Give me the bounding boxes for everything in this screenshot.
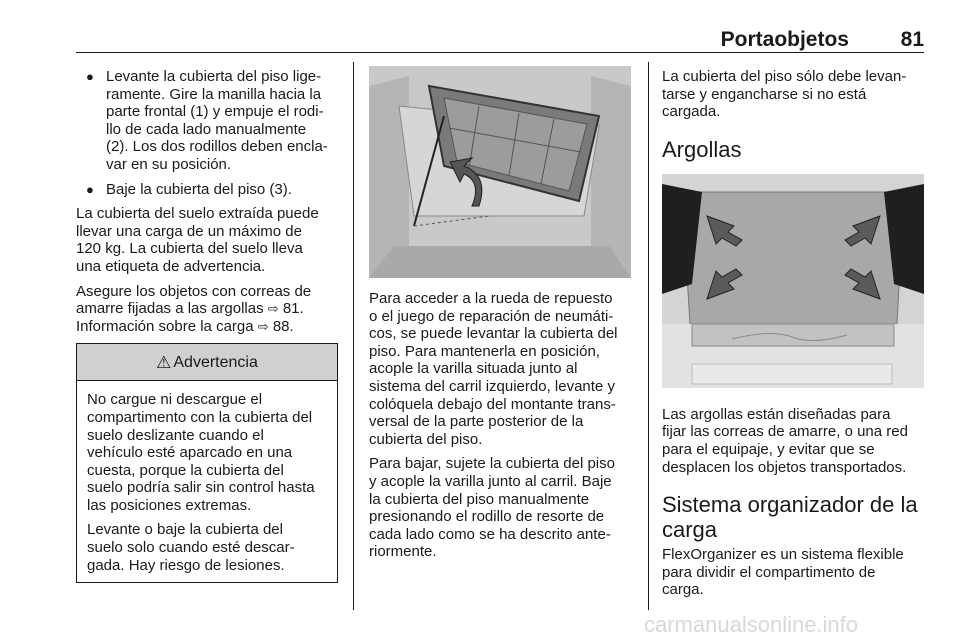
column-divider-2 <box>648 62 649 610</box>
page-header <box>76 28 924 52</box>
paragraph-flexorganizer: FlexOrganizer es un sistema flexible para dividir el compartimento de carga. <box>662 546 904 599</box>
bullet-item-1: ● Levante la cubierta del piso lige- ramente. Gire la manilla hacia la parte frontal (1) y empuje el rodi- llo de cada lado manualmente (2). Los dos rodillos deben encla- var en su posición. <box>76 68 338 174</box>
page-ref-link[interactable]: 81. <box>282 300 304 318</box>
warning-paragraph-2: Levante o baje la cubierta del suelo solo cuando esté descar- gada. Hay riesgo de lesiones. <box>87 521 295 574</box>
column-3 <box>662 68 924 606</box>
warning-body <box>77 381 337 582</box>
watermark: carmanualsonline.info <box>644 612 859 637</box>
header-rule <box>76 52 924 53</box>
page-ref-link[interactable]: 88. <box>272 317 294 335</box>
page-number: 81 <box>900 28 924 51</box>
warning-triangle-icon: ⚠ <box>156 352 172 372</box>
warning-title: Advertencia <box>173 353 258 371</box>
paragraph-lashing-eyes: Las argollas están diseñadas para fijar las correas de amarre, o una red para el equipaje, y evitar que se desplacen los objetos transportados. <box>662 405 908 476</box>
bullet-item-2: ● Baje la cubierta del piso (3). <box>76 181 338 199</box>
paragraph-lower-cover: Para bajar, sujete la cubierta del piso y acople la varilla junto al carril. Baje la cubierta del piso manualmente presionando el rodillo de resorte de cada lado como se ha descrito ante- riormente. <box>369 455 615 561</box>
heading-cargo-organizer: Sistema organizador de la carga <box>662 492 918 543</box>
paragraph-secure-objects: Asegure los objetos con correas de amarre fijadas a las argollas ⇨ 81. Información sobre la carga ⇨ 88. <box>76 282 312 335</box>
paragraph-spare-wheel-access: Para acceder a la rueda de repuesto o el juego de reparación de neumáti- cos, se puede levantar la cubierta del piso. Para mantenerla en posición, acople la varilla situada junto al sistema del carril izquierdo, levante y colóquela debajo del montante trans- versal de la parte posterior de la cubierta del piso. <box>369 290 618 448</box>
floor-cover-illustration <box>369 66 631 278</box>
bullet-text-1: Levante la cubierta del piso lige- ramente. Gire la manilla hacia la parte frontal (1) y empuje el rodi- llo de cada lado manualmente (2). Los dos rodillos deben encla- var en su posición. <box>106 68 328 173</box>
column-2 <box>369 66 631 568</box>
page-ref-icon: ⇨ <box>257 318 269 334</box>
warning-box <box>76 343 338 583</box>
column-divider-1 <box>353 62 354 610</box>
page-ref-icon: ⇨ <box>267 301 279 317</box>
lashing-eyes-illustration <box>662 174 924 388</box>
paragraph-load-capacity: La cubierta del suelo extraída puede llevar una carga de un máximo de 120 kg. La cubierta del suelo lleva una etiqueta de advertencia. <box>76 205 319 275</box>
warning-header <box>77 344 337 381</box>
bullet-text-2: Baje la cubierta del piso (3). <box>106 180 292 198</box>
heading-argollas: Argollas <box>662 136 742 162</box>
section-title: Portaobjetos <box>720 28 849 51</box>
column-1 <box>76 68 338 583</box>
warning-paragraph-1: No cargue ni descargue el compartimento con la cubierta del suelo deslizante cuando el vehículo esté aparcado en una cuesta, porque la cubierta del suelo podría salir sin control hasta las posiciones extremas. <box>87 391 315 514</box>
paragraph-lift-when-unloaded: La cubierta del piso sólo debe levan- tarse y engancharse si no está cargada. <box>662 68 907 121</box>
